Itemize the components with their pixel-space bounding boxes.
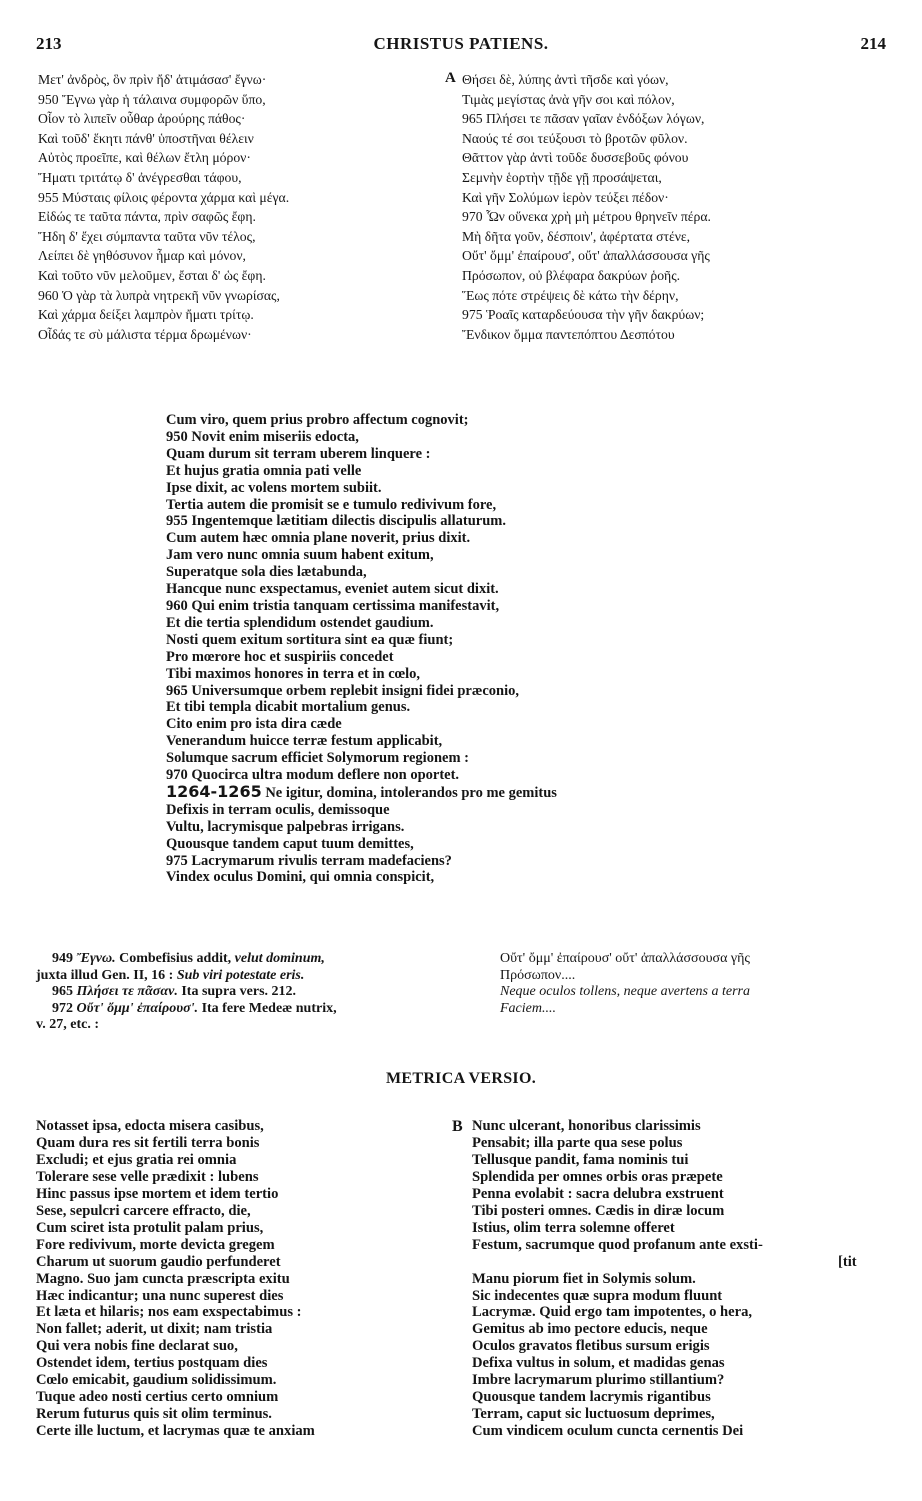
footnote-text: Combefisius addit, <box>115 951 235 966</box>
column-marker-b: B <box>452 1118 463 1135</box>
greek-verse-line: Εἰδώς τε ταῦτα πάντα, πρὶν σαφῶς ἔφη. <box>38 209 256 225</box>
footnote-greek: Ἔγνω. <box>76 951 116 966</box>
metrica-verse-line: Quam dura res sit fertili terra bonis <box>36 1134 260 1151</box>
page-number-right: 214 <box>860 34 886 53</box>
metrica-verse-line: Defixa vultus in solum, et madidas genas <box>472 1355 725 1372</box>
metrica-verse-line: Fore redivivum, morte devicta gregem <box>36 1236 275 1253</box>
greek-verse-line: Μετ' ἀνδρὸς, ὃν πρὶν ἤδ' ἀτιμάσασ' ἔγνω· <box>38 72 267 87</box>
metrica-verse-line: Gemitus ab imo pectore educis, neque <box>472 1321 708 1338</box>
column-marker-a: A <box>445 70 456 86</box>
greek-verse-line: 975 Ῥοαῖς καταρδεύουσα τὴν γῆν δακρύων; <box>462 307 705 323</box>
latin-prose-line <box>166 781 766 802</box>
latin-prose-line: Cum viro, quem prius probro affectum cognovit; <box>166 412 469 428</box>
metrica-verse-line: Lacrymæ. Quid ergo tam impotentes, o hera, <box>472 1304 753 1321</box>
latin-prose-line: Quam durum sit terram uberem linquere : <box>166 445 431 462</box>
metrica-verse-line: Rerum futurus quis sit olim terminus. <box>36 1406 272 1423</box>
footnote-text: Ita fere Medeæ nutrix, <box>198 1000 337 1016</box>
greek-verse-line: Ἤματι τριτάτῳ δ' ἀνέγρεσθαι τάφου, <box>38 169 242 185</box>
metrica-verse-line: Nunc ulcerant, honoribus clarissimis <box>472 1118 701 1134</box>
footnote-italic: Sub viri potestate eris. <box>176 967 305 983</box>
metrica-verse-line: Terram, caput sic luctuosum deprimes, <box>472 1406 715 1423</box>
greek-verse-line: Πρόσωπον, οὐ βλέφαρα δακρύων ῥοῆς. <box>462 267 681 283</box>
greek-verse-line: Τιμὰς μεγίστας ἀνὰ γῆν σοι καὶ πόλον, <box>462 91 675 107</box>
metrica-verse-line: Tibi posteri omnes. Cædis in diræ locum <box>472 1202 725 1219</box>
latin-prose-translation <box>166 412 766 886</box>
latin-prose-line: 960 Qui enim tristia tanquam certissima manifestavit, <box>166 597 500 614</box>
footnote-ref: 965 <box>52 984 77 1000</box>
running-title: CHRISTUS PATIENS. <box>373 34 549 53</box>
metrica-verse-line: Hinc passus ipse mortem et idem tertio <box>36 1185 279 1202</box>
greek-verse-line: Σεμνὴν ἑορτὴν τῇδε γῇ προσάψεται, <box>462 169 662 185</box>
greek-verse-line: Οἷον τὸ λιπεῖν οὖθαρ ἀρούρης πάθος· <box>38 111 246 127</box>
greek-verse-line: Ἔνδικον ὄμμα παντεπόπτου Δεσπότου <box>462 326 675 342</box>
latin-prose-line: Pro mœrore hoc et suspiriis concedet <box>166 648 394 665</box>
footnote-line <box>36 1001 456 1018</box>
latin-prose-line: 975 Lacrymarum rivulis terram madefaciens? <box>166 852 452 869</box>
column-numbers: 1264-1265 <box>166 781 262 801</box>
latin-prose-line: 965 Universumque orbem replebit insigni fidei præconio, <box>166 682 519 699</box>
metrica-verse-line: Certe ille luctum, et lacrymas quæ te anxiam <box>36 1423 315 1440</box>
metrica-verse-line: Quousque tandem lacrymis rigantibus <box>472 1389 711 1406</box>
greek-verse-line: Μὴ δῆτα γοῦν, δέσποιν', ἀφέρτατα στένε, <box>462 228 691 244</box>
latin-prose-line: Tibi maximos honores in terra et in cœlo, <box>166 665 421 682</box>
latin-prose-line: 950 Novit enim miseriis edocta, <box>166 428 359 445</box>
metrica-verse-line <box>472 1254 892 1271</box>
metrica-verse-line: Charum ut suorum gaudio perfunderet <box>36 1253 281 1270</box>
greek-verse-line: Ναούς τέ σοι τεύξουσι τὸ βροτῶν φῦλον. <box>462 130 688 146</box>
footnote-greek: Οὔτ' ὄμμ' ἐπαίρουσ'. <box>76 1000 199 1016</box>
greek-verse-line: Θᾶττον γὰρ ἀντὶ τοῦδε δυσσεβοῦς φόνου <box>462 150 689 166</box>
footnote-greek: Πλήσει τε πᾶσαν. <box>76 984 178 1000</box>
metrica-verse-line: Tolerare sese velle prædixit : lubens <box>36 1168 259 1185</box>
greek-verse-line: 970 Ὧν οὕνεκα χρὴ μὴ μέτρου θρηνεῖν πέρα. <box>462 209 711 225</box>
greek-verse-line: Λείπει δὲ γηθόσυνον ἦμαρ καὶ μόνον, <box>38 248 246 264</box>
footnotes-right <box>500 951 890 1017</box>
greek-verse-line: Ἕως πότε στρέψεις δὲ κάτω τὴν δέρην, <box>462 287 679 303</box>
metrica-verse-line: Pensabit; illa parte qua sese polus <box>472 1134 683 1151</box>
latin-prose-line: Et hujus gratia omnia pati velle <box>166 462 362 479</box>
footnote-line <box>36 951 456 968</box>
footnotes-left <box>36 951 456 1034</box>
latin-prose-line: Ipse dixit, ac volens mortem subiit. <box>166 479 382 496</box>
page-number-left: 213 <box>36 34 62 53</box>
greek-verse-line: 960 Ὁ γὰρ τὰ λυπρὰ νητρεκῆ νῦν γνωρίσας, <box>38 287 280 303</box>
latin-prose-line: Quousque tandem caput tuum demittes, <box>166 835 414 852</box>
latin-prose-line: Vultu, lacrymisque palpebras irrigans. <box>166 818 405 835</box>
metrica-verse-line: Cœlo emicabit, gaudium solidissimum. <box>36 1372 277 1389</box>
latin-prose-line: Cum autem hæc omnia plane noverit, prius dixit. <box>166 530 471 547</box>
footnote-line <box>36 1017 456 1034</box>
greek-verse-line: 950 Ἔγνω γὰρ ἡ τάλαινα συμφορῶν ὕπο, <box>38 91 266 107</box>
greek-verse-line: Οἶδάς τε σὺ μάλιστα τέρμα δρωμένων· <box>38 326 252 342</box>
footnote-line: Πρόσωπον.... <box>500 967 576 983</box>
footnote-ref: 972 <box>52 1000 77 1016</box>
metrica-verse-line: Istius, olim terra solemne offeret <box>472 1219 675 1236</box>
greek-text-left-column <box>38 70 438 344</box>
footnote-ref: 949 <box>52 951 77 966</box>
footnote-line: Neque oculos tollens, neque avertens a terra <box>500 984 751 1000</box>
greek-verse-line: Οὔτ' ὄμμ' ἐπαίρουσ', οὔτ' ἀπαλλάσσουσα γῆς <box>462 248 710 264</box>
latin-prose-line: Nosti quem exitum sortitura sint ea quæ fiunt; <box>166 631 454 648</box>
latin-prose-text: Ne igitur, domina, intolerandos pro me gemitus <box>261 784 557 801</box>
latin-prose-line: Jam vero nunc omnia suum habent exitum, <box>166 547 434 564</box>
metrica-verse-line: Et læta et hilaris; nos eam exspectabimus : <box>36 1304 302 1321</box>
footnote-line: Faciem.... <box>500 1000 556 1016</box>
metrica-verse-line: Hæc indicantur; una nunc superest dies <box>36 1287 284 1304</box>
footnote-line: Οὔτ' ὄμμ' ἐπαίρουσ' οὔτ' ἀπαλλάσσουσα γῆς <box>500 951 750 966</box>
footnote-text: juxta illud Gen. II, 16 : <box>36 967 177 983</box>
greek-verse-line: 955 Μύσταις φίλοις φέροντα χάρμα καὶ μέγα. <box>38 189 290 205</box>
latin-prose-line: Hancque nunc exspectamus, eveniet autem sicut dixit. <box>166 581 499 598</box>
metrica-versio-left-column <box>36 1118 456 1440</box>
metrica-verse-line: Sic indecentes quæ supra modum fluunt <box>472 1287 723 1304</box>
greek-verse-line: Καὶ τοῦτο νῦν μελοῦμεν, ἔσται δ' ὡς ἔφη. <box>38 267 266 283</box>
greek-verse-line: Καὶ χάρμα δείξει λαμπρὸν ἤματι τρίτῳ. <box>38 307 254 323</box>
metrica-verse-line: Imbre lacrymarum plurimo stillantium? <box>472 1372 725 1389</box>
metrica-verse-line: Tellusque pandit, fama nominis tui <box>472 1151 689 1168</box>
metrica-verse-line: Manu piorum fiet in Solymis solum. <box>472 1270 696 1287</box>
footnote-italic: velut dominum, <box>234 951 325 966</box>
metrica-verse-line: Cum sciret ista protulit palam prius, <box>36 1219 264 1236</box>
latin-prose-line: Et die tertia splendidum ostendet gaudium. <box>166 614 434 631</box>
footnote-line <box>36 968 456 985</box>
greek-verse-line: 965 Πλήσει τε πᾶσαν γαῖαν ἐνδόξων λόγων, <box>462 111 705 127</box>
latin-prose-line: Superatque sola dies lætabunda, <box>166 564 367 581</box>
verse-continuation: [tit <box>838 1254 857 1270</box>
metrica-verse-line: Notasset ipsa, edocta misera casibus, <box>36 1118 264 1134</box>
metrica-verse-line: Splendida per omnes orbis oras præpete <box>472 1168 723 1185</box>
metrica-verse-line: Magno. Suo jam cuncta præscripta exitu <box>36 1270 290 1287</box>
latin-prose-line: Venerandum huicce terræ festum applicabit, <box>166 733 443 750</box>
latin-prose-line: Cito enim pro ista dira cæde <box>166 716 342 733</box>
metrica-verse-line: Qui vera nobis fine declarat suo, <box>36 1338 238 1355</box>
running-header <box>36 34 886 58</box>
latin-prose-line: Defixis in terram oculis, demissoque <box>166 801 390 818</box>
metrica-verse-line: Non fallet; aderit, ut dixit; nam tristia <box>36 1321 273 1338</box>
metrica-versio-right-column <box>472 1118 892 1440</box>
footnote-line <box>36 984 456 1001</box>
latin-prose-line: Solumque sacrum efficiet Solymorum regionem : <box>166 750 469 767</box>
latin-prose-line: Vindex oculus Domini, qui omnia conspicit, <box>166 869 435 886</box>
greek-text-right-column <box>462 70 902 344</box>
metrica-verse-line: Tuque adeo nosti certius certo omnium <box>36 1389 279 1406</box>
metrica-verse-line: Ostendet idem, tertius postquam dies <box>36 1355 268 1372</box>
latin-prose-line: 955 Ingentemque lætitiam dilectis discipulis allaturum. <box>166 513 506 530</box>
latin-prose-line: Et tibi templa dicabit mortalium genus. <box>166 699 411 716</box>
metrica-verse-line: Penna evolabit : sacra delubra exstruent <box>472 1185 724 1202</box>
metrica-verse-line: Sese, sepulcri carcere effracto, die, <box>36 1202 251 1219</box>
greek-verse-line: Αὐτὸς προεῖπε, καὶ θέλων ἔτλη μόρον· <box>38 150 251 166</box>
section-title: METRICA VERSIO. <box>385 1070 536 1087</box>
greek-verse-line: Θήσει δὲ, λύπης ἀντὶ τῆσδε καὶ γόων, <box>462 72 669 87</box>
greek-verse-line: Ἤδη δ' ἔχει σύμπαντα ταῦτα νῦν τέλος, <box>38 228 256 244</box>
metrica-verse-line: Excludi; et ejus gratia rei omnia <box>36 1151 237 1168</box>
greek-verse-line: Καὶ γῆν Σολύμων ἱερὸν τεύξει πέδον· <box>462 189 669 205</box>
greek-verse-line: Καὶ τοῦδ' ἕκητι πάνθ' ὑποστῆναι θέλειν <box>38 130 254 146</box>
footnote-text: Ita supra vers. 212. <box>177 984 297 1000</box>
metrica-verse-line: Festum, sacrumque quod profanum ante exsti- <box>472 1236 763 1253</box>
footnote-text: v. 27, etc. : <box>36 1017 99 1033</box>
metrica-verse-line: Oculos gravatos fletibus sursum erigis <box>472 1338 710 1355</box>
latin-prose-line: Tertia autem die promisit se e tumulo redivivum fore, <box>166 496 497 513</box>
latin-prose-line: 970 Quocirca ultra modum deflere non oportet. <box>166 767 460 784</box>
metrica-verse-line: Cum vindicem oculum cuncta cernentis Dei <box>472 1423 744 1440</box>
